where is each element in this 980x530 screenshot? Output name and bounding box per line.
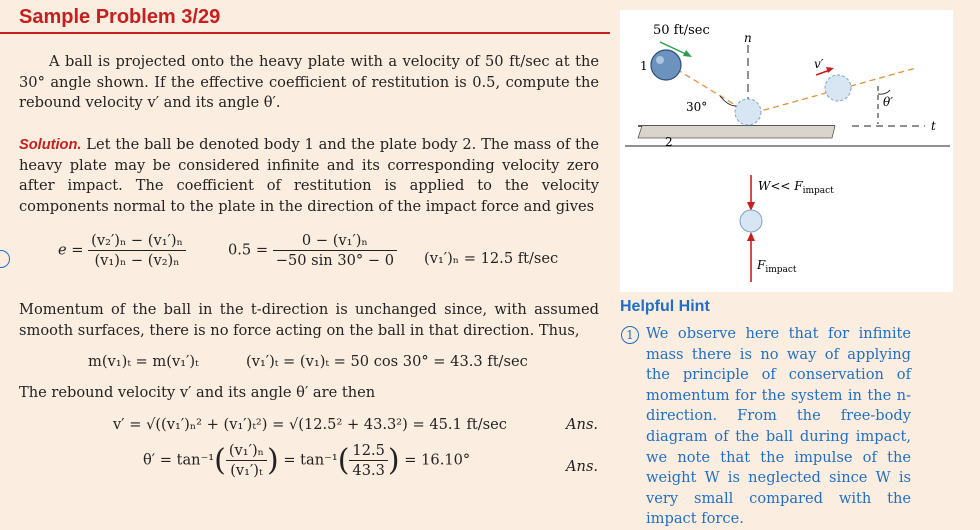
restitution-equation <box>58 232 186 269</box>
page-title: Sample Problem 3/29 <box>19 6 221 28</box>
solution-paragraph <box>19 135 599 217</box>
problem-statement: A ball is projected onto the heavy plate with a velocity of 50 ft/sec at the 30° angle shown. If the effective coefficient of restitution is 0.5, compute the rebound velocity v′ and its angle θ′. <box>19 53 599 111</box>
free-body-ball <box>740 210 762 232</box>
momentum-paragraph: Momentum of the ball in the t-direction is unchanged since, with assumed smooth surfaces, there is no force acting on the ball in that direction. Thus, <box>19 301 599 339</box>
ball-rebound <box>825 75 851 101</box>
momentum-equation-left: m(v₁)ₜ = m(v₁′)ₜ <box>88 353 199 370</box>
rebound-velocity-label: v′ <box>814 57 824 71</box>
body-1-label: 1 <box>640 59 648 73</box>
eq1-numerator: (v₂′)ₙ − (v₁′)ₙ <box>88 232 186 251</box>
eq4-fraction-2 <box>349 442 388 479</box>
ball-impact <box>735 99 761 125</box>
eq1-mid-numerator: 0 − (v₁′)ₙ <box>273 232 397 251</box>
impact-force-label: $F_{impact}$ <box>757 258 797 275</box>
eq4-denominator: (v₁′)ₜ <box>230 462 263 479</box>
theta-arc <box>878 90 890 94</box>
rebound-velocity-arrowhead <box>826 67 834 73</box>
answer-label-angle: Ans. <box>566 458 599 475</box>
momentum-equation-right: (v₁′)ₜ = (v₁)ₜ = 50 cos 30° = 43.3 ft/sec <box>246 353 528 370</box>
restitution-substitution <box>228 232 397 269</box>
eq1-lhs: e = <box>58 241 84 259</box>
hint-reference-marker <box>0 250 10 268</box>
hint-number-marker: 1 <box>621 326 639 344</box>
impact-diagram <box>620 10 953 292</box>
title-rule <box>0 32 610 34</box>
plate-label: 2 <box>665 135 673 149</box>
weight-label: $W<< F_{impact}$ <box>758 179 834 196</box>
eq1-mid-denominator: −50 sin 30° − 0 <box>275 252 395 269</box>
eq1-mid-fraction <box>273 232 397 269</box>
rebound-velocity-equation: v′ = √((v₁′)ₙ² + (v₁′)ₜ²) = √(12.5² + 43.3²) = 45.1 ft/sec <box>113 416 507 433</box>
hint-title: Helpful Hint <box>620 298 710 315</box>
eq1-mid-lhs: 0.5 = <box>228 241 269 259</box>
solution-text: Let the ball be denoted body 1 and the plate body 2. The mass of the heavy plate may be considered infinite and its corresponding velocity zero after impact. The coefficient of restitution is applied to the velocity components normal to the plate in the direction of the impact force and gives <box>19 136 600 215</box>
ball-incoming <box>651 50 681 80</box>
ball-highlight <box>656 56 664 64</box>
eq4-denominator-2: 43.3 <box>352 462 385 479</box>
velocity-label: 50 ft/sec <box>653 23 710 38</box>
eq4-result: = 16.10° <box>404 451 471 469</box>
impact-force-arrowhead <box>747 232 755 241</box>
eq4-numerator: (v₁′)ₙ <box>226 442 267 461</box>
eq1-denominator: (v₁)ₙ − (v₂)ₙ <box>94 252 180 269</box>
normal-label: n <box>744 31 752 45</box>
theta-label: θ′ <box>883 95 893 109</box>
eq4-mid: = tan⁻¹ <box>283 451 338 469</box>
solution-label: Solution. <box>19 137 82 153</box>
eq4-fraction <box>226 442 267 479</box>
eq1-fraction <box>88 232 186 269</box>
eq4-lhs: θ′ = tan⁻¹ <box>143 451 215 469</box>
answer-label-velocity: Ans. <box>566 416 599 433</box>
t-label: t <box>931 119 936 133</box>
rebound-text: The rebound velocity v′ and its angle θ′ are then <box>19 384 376 401</box>
eq1-result: (v₁′)ₙ = 12.5 ft/sec <box>424 250 559 267</box>
angle-label: 30° <box>686 100 708 114</box>
figure-panel <box>620 10 953 292</box>
rebound-angle-equation: θ′ = tan⁻¹( $\frac{\text{(v₁′)ₙ}}{\text{(v₁′)ₜ}}$ ) = tan⁻¹( $\frac{12.5}{43.3}$ ) = 16.10° <box>143 442 471 479</box>
hint-text: We observe here that for infinite mass there is no way of applying the principle of conservation of momentum for the system in the n-direction. From the free-body diagram of the ball during impact, we note that the impulse of the weight W is neglected since W is very small compared with the impact force. <box>646 325 911 528</box>
velocity-arrowhead <box>683 50 692 57</box>
eq4-numerator-2: 12.5 <box>349 442 388 461</box>
